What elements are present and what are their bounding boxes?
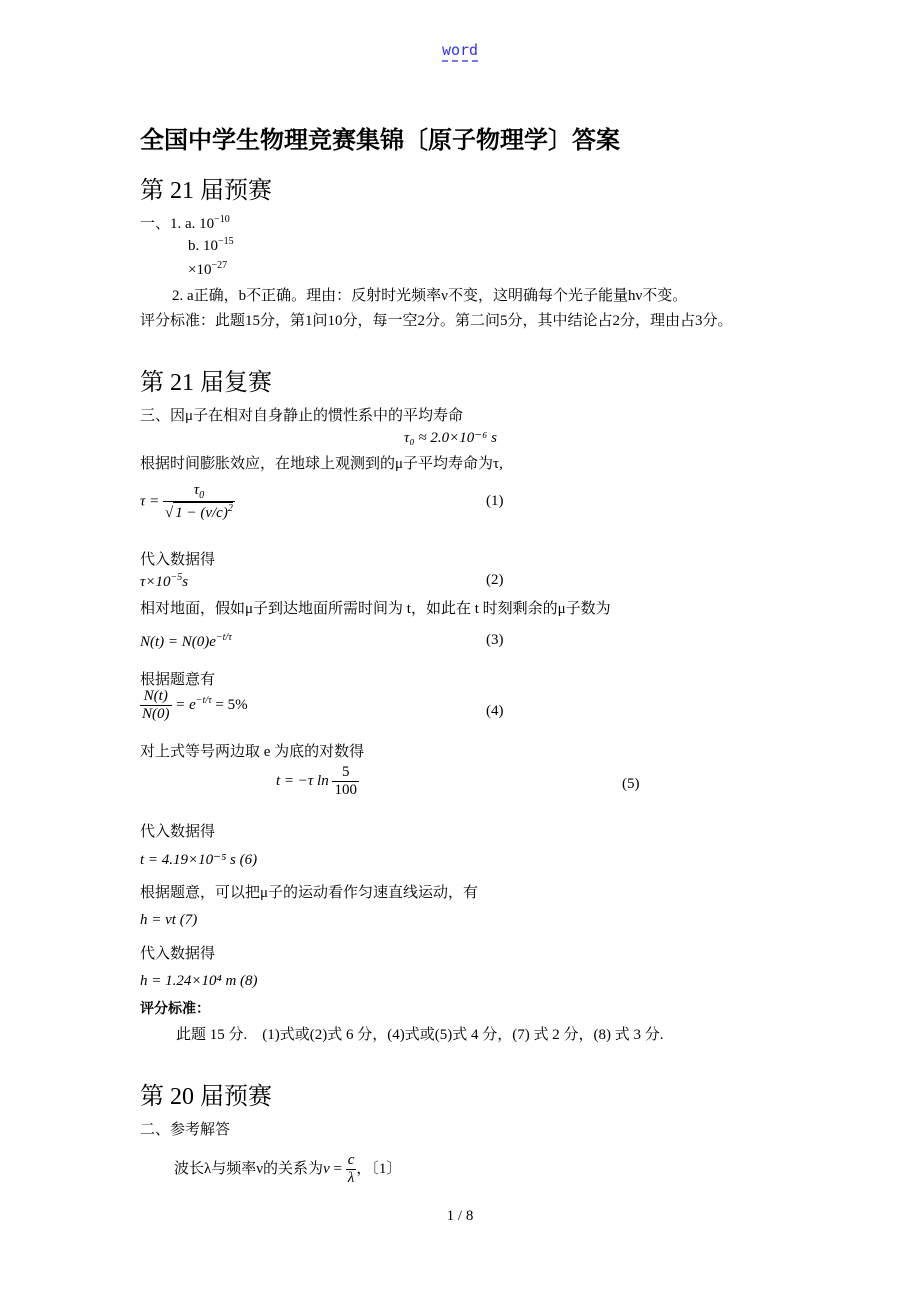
- answer-2: 2. a正确，b不正确。理由：反射时光频率ν不变，这明确每个光子能量hν不变。: [172, 288, 688, 304]
- equation-3: $N(t) = N(0)e^{-t/\tau}$: [140, 632, 232, 650]
- section-heading-21-final: 第 21 届复赛: [140, 370, 272, 396]
- substitute-label: 代入数据得: [140, 552, 216, 568]
- equation-8: h = 1.24×10⁴ m (8): [140, 973, 258, 989]
- header-word-link[interactable]: [0, 41, 920, 59]
- word-link-text[interactable]: word: [442, 41, 478, 62]
- equation-6: t = 4.19×10⁻⁵ s (6): [140, 852, 258, 868]
- answer-1a: 一、1. a. $10^{-10}$: [140, 214, 230, 232]
- document-title: 全国中学生物理竞赛集锦〔原子物理学〕答案: [140, 126, 620, 154]
- equation-5-label: (5): [622, 776, 640, 792]
- wavelength-line: 波长λ与频率ν的关系为ν = $\frac{c}{\lambda}$ ，〔1〕: [174, 1152, 402, 1186]
- equation-2-label: (2): [486, 572, 504, 588]
- reference-answer-label: 二、参考解答: [140, 1122, 231, 1138]
- substitute-label-3: 代入数据得: [140, 946, 216, 962]
- equation-3-label: (3): [486, 632, 504, 648]
- equation-1: τ = $\frac{\tau_0}{√ 1 - (v/c)^2}$: [140, 482, 233, 521]
- equation-tau0: τ₀ ≈ 2.0×10⁻⁶ s: [404, 430, 497, 446]
- scoring-label: 评分标准：: [140, 1001, 210, 1017]
- equation-1-label: (1): [486, 493, 504, 509]
- scoring-criteria-2: 此题 15 分. (1)式或(2)式 6 分，(4)式或(5)式 4 分，(7) 式 2 分，(8) 式 3 分.: [176, 1027, 664, 1043]
- equation-4: $\frac{N(t)}{N(0)}$ = $e^{-t/\tau} = 5\%$: [142, 688, 248, 722]
- page-number: 1 / 8: [446, 1208, 474, 1224]
- substitute-label-2: 代入数据得: [140, 824, 216, 840]
- intro-line: 三、因μ子在相对自身静止的惯性系中的平均寿命: [140, 408, 464, 424]
- equation-5: t = −τ ln $\frac{5}{100}$: [276, 764, 357, 798]
- equation-7: h = vt (7): [140, 912, 198, 928]
- meaning-line: 根据题意有: [140, 672, 216, 688]
- dilation-line: 根据时间膨胀效应，在地球上观测到的μ子平均寿命为τ,: [140, 456, 503, 472]
- scoring-criteria-1: 评分标准：此题15分，第1问10分，每一空2分。第二问5分，其中结论占2分，理由占3分。: [140, 313, 733, 329]
- equation-4-label: (4): [486, 703, 504, 719]
- equation-2: $\tau\times 10^{-5}s$: [140, 572, 189, 590]
- section-heading-21-prelim: 第 21 届预赛: [140, 178, 272, 204]
- answer-1b: b. $10^{-15}$: [188, 236, 234, 254]
- uniform-motion-line: 根据题意，可以把μ子的运动看作匀速直线运动，有: [140, 885, 479, 901]
- ground-line: 相对地面，假如μ子到达地面所需时间为 t，如此在 t 时刻剩余的μ子数为: [140, 601, 611, 617]
- answer-1c: $\times 10^{-27}$: [188, 260, 228, 278]
- section-heading-20-prelim: 第 20 届预赛: [140, 1084, 272, 1110]
- log-line: 对上式等号两边取 e 为底的对数得: [140, 744, 365, 760]
